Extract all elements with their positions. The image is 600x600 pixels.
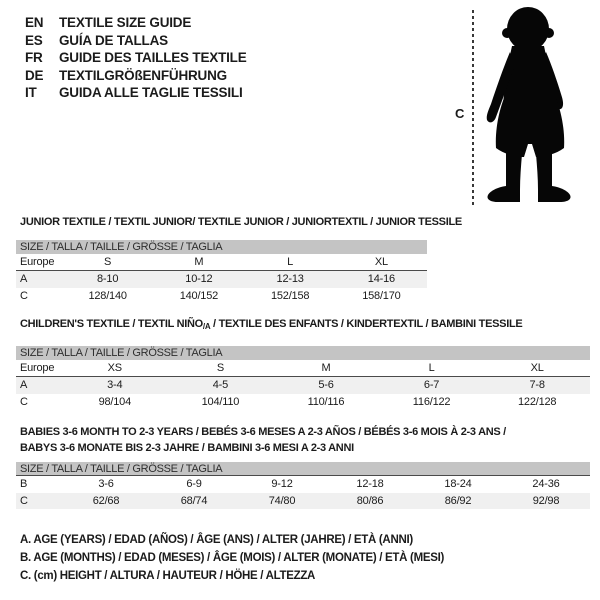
table-row-europe <box>16 254 427 271</box>
age-cell: 9-12 <box>271 478 293 491</box>
height-measure-label: C <box>455 106 465 121</box>
table-row-age <box>16 377 590 394</box>
age-cell: 6-9 <box>186 478 202 491</box>
height-cell: 86/92 <box>444 494 472 507</box>
height-cell: 104/110 <box>201 395 240 408</box>
age-cell: 6-7 <box>423 379 440 392</box>
age-cell: 5-6 <box>318 379 334 392</box>
age-cell: 18-24 <box>444 478 472 491</box>
size-cell: S <box>104 256 112 268</box>
size-header-bar: SIZE / TALLA / TAILLE / GRÖSSE / TAGLIA <box>16 240 427 254</box>
row-label: Europe <box>20 362 55 374</box>
title-subscript: /A <box>202 322 211 331</box>
language-code: EN <box>25 15 44 31</box>
babies-title-line1: BABIES 3-6 MONTH TO 2-3 YEARS / BEBÉS 3-6 MESES A 2-3 AÑOS / BÉBÉS 3-6 MOIS À 2-3 ANS / <box>20 426 506 438</box>
height-cell: 140/152 <box>179 289 219 302</box>
height-cell: 92/98 <box>532 494 560 507</box>
size-cell: L <box>287 256 294 268</box>
age-cell: 10-12 <box>185 273 213 286</box>
size-cell: M <box>321 362 331 374</box>
guide-title: TEXTILE SIZE GUIDE <box>59 15 192 31</box>
age-cell: 3-6 <box>98 478 114 491</box>
size-header-bar: SIZE / TALLA / TAILLE / GRÖSSE / TAGLIA <box>16 346 590 360</box>
size-cell: S <box>216 362 224 374</box>
babies-title-line2: BABYS 3-6 MONATE BIS 2-3 JAHRE / BAMBINI 3-6 MESI A 2-3 ANNI <box>20 442 354 454</box>
size-cell: XL <box>374 256 388 268</box>
size-header-bar: SIZE / TALLA / TAILLE / GRÖSSE / TAGLIA <box>16 462 590 476</box>
row-label: C <box>20 289 28 302</box>
children-table-title <box>20 318 522 331</box>
height-measure-dashed-line <box>472 10 474 206</box>
size-cell: L <box>428 362 435 374</box>
junior-size-table <box>16 240 427 304</box>
guide-title: GUÍA DE TALLAS <box>59 32 168 48</box>
height-cell: 110/116 <box>307 395 345 408</box>
height-cell: 80/86 <box>356 494 384 507</box>
row-label: C <box>20 395 28 408</box>
age-cell: 12-18 <box>356 478 384 491</box>
age-cell: 4-5 <box>212 379 229 392</box>
table-row-age-months <box>16 476 590 493</box>
height-cell: 122/128 <box>517 395 557 408</box>
language-code: FR <box>25 50 43 66</box>
age-cell: 12-13 <box>276 273 304 286</box>
age-cell: 8-10 <box>97 273 119 286</box>
height-cell: 98/104 <box>98 395 132 408</box>
footnote-age-months: B. AGE (MONTHS) / EDAD (MESES) / ÂGE (MOIS) / ALTER (MONATE) / ETÀ (MESI) <box>20 552 445 564</box>
height-cell: 158/170 <box>362 289 401 302</box>
height-cell: 62/68 <box>92 494 120 507</box>
language-code: DE <box>25 67 44 83</box>
language-header <box>25 14 247 102</box>
table-row-height <box>16 394 590 411</box>
size-cell: XL <box>530 362 544 374</box>
guide-title: TEXTILGRÖßENFÜHRUNG <box>59 67 227 83</box>
age-cell: 7-8 <box>529 379 545 392</box>
language-code: IT <box>25 85 37 101</box>
row-label: A <box>20 273 28 286</box>
age-cell: 14-16 <box>367 273 395 286</box>
table-row-height <box>16 493 590 510</box>
babies-size-table <box>16 462 590 509</box>
language-row-en <box>25 14 247 32</box>
guide-title: GUIDA ALLE TAGLIE TESSILI <box>59 85 243 101</box>
table-row-age <box>16 271 427 288</box>
guide-title: GUIDE DES TAILLES TEXTILE <box>59 50 247 66</box>
height-cell: 128/140 <box>88 289 127 302</box>
babies-table-title <box>20 424 506 456</box>
language-row-es <box>25 32 247 50</box>
footnote-age-years: A. AGE (YEARS) / EDAD (AÑOS) / ÂGE (ANS) / ALTER (JAHRE) / ETÀ (ANNI) <box>20 534 413 546</box>
row-label: A <box>20 379 28 392</box>
junior-table-title: JUNIOR TEXTILE / TEXTIL JUNIOR/ TEXTILE JUNIOR / JUNIORTEXTIL / JUNIOR TESSILE <box>20 216 462 228</box>
language-row-it <box>25 84 247 102</box>
age-cell: 3-4 <box>107 379 123 392</box>
footnote-height: C. (cm) HEIGHT / ALTURA / HAUTEUR / HÖHE / ALTEZZA <box>20 570 316 582</box>
title-part: CHILDREN'S TEXTILE / TEXTIL NIÑO <box>20 318 203 330</box>
baby-silhouette-icon <box>484 6 574 204</box>
table-row-height <box>16 288 427 305</box>
height-cell: 152/158 <box>270 289 310 302</box>
height-cell: 68/74 <box>180 494 208 507</box>
height-cell: 74/80 <box>268 494 296 507</box>
legend-footnotes <box>20 531 444 585</box>
row-label: Europe <box>20 256 55 268</box>
language-row-fr <box>25 49 247 67</box>
language-row-de <box>25 67 247 85</box>
size-cell: M <box>194 256 204 268</box>
size-cell: XS <box>107 362 122 374</box>
table-row-europe <box>16 360 590 377</box>
children-size-table <box>16 346 590 410</box>
title-part: / TEXTILE DES ENFANTS / KINDERTEXTIL / BAMBINI TESSILE <box>210 318 523 330</box>
row-label: C <box>20 494 28 507</box>
height-cell: 116/122 <box>412 395 451 408</box>
language-code: ES <box>25 32 43 48</box>
age-cell: 24-36 <box>532 478 560 491</box>
row-label: B <box>20 478 28 491</box>
